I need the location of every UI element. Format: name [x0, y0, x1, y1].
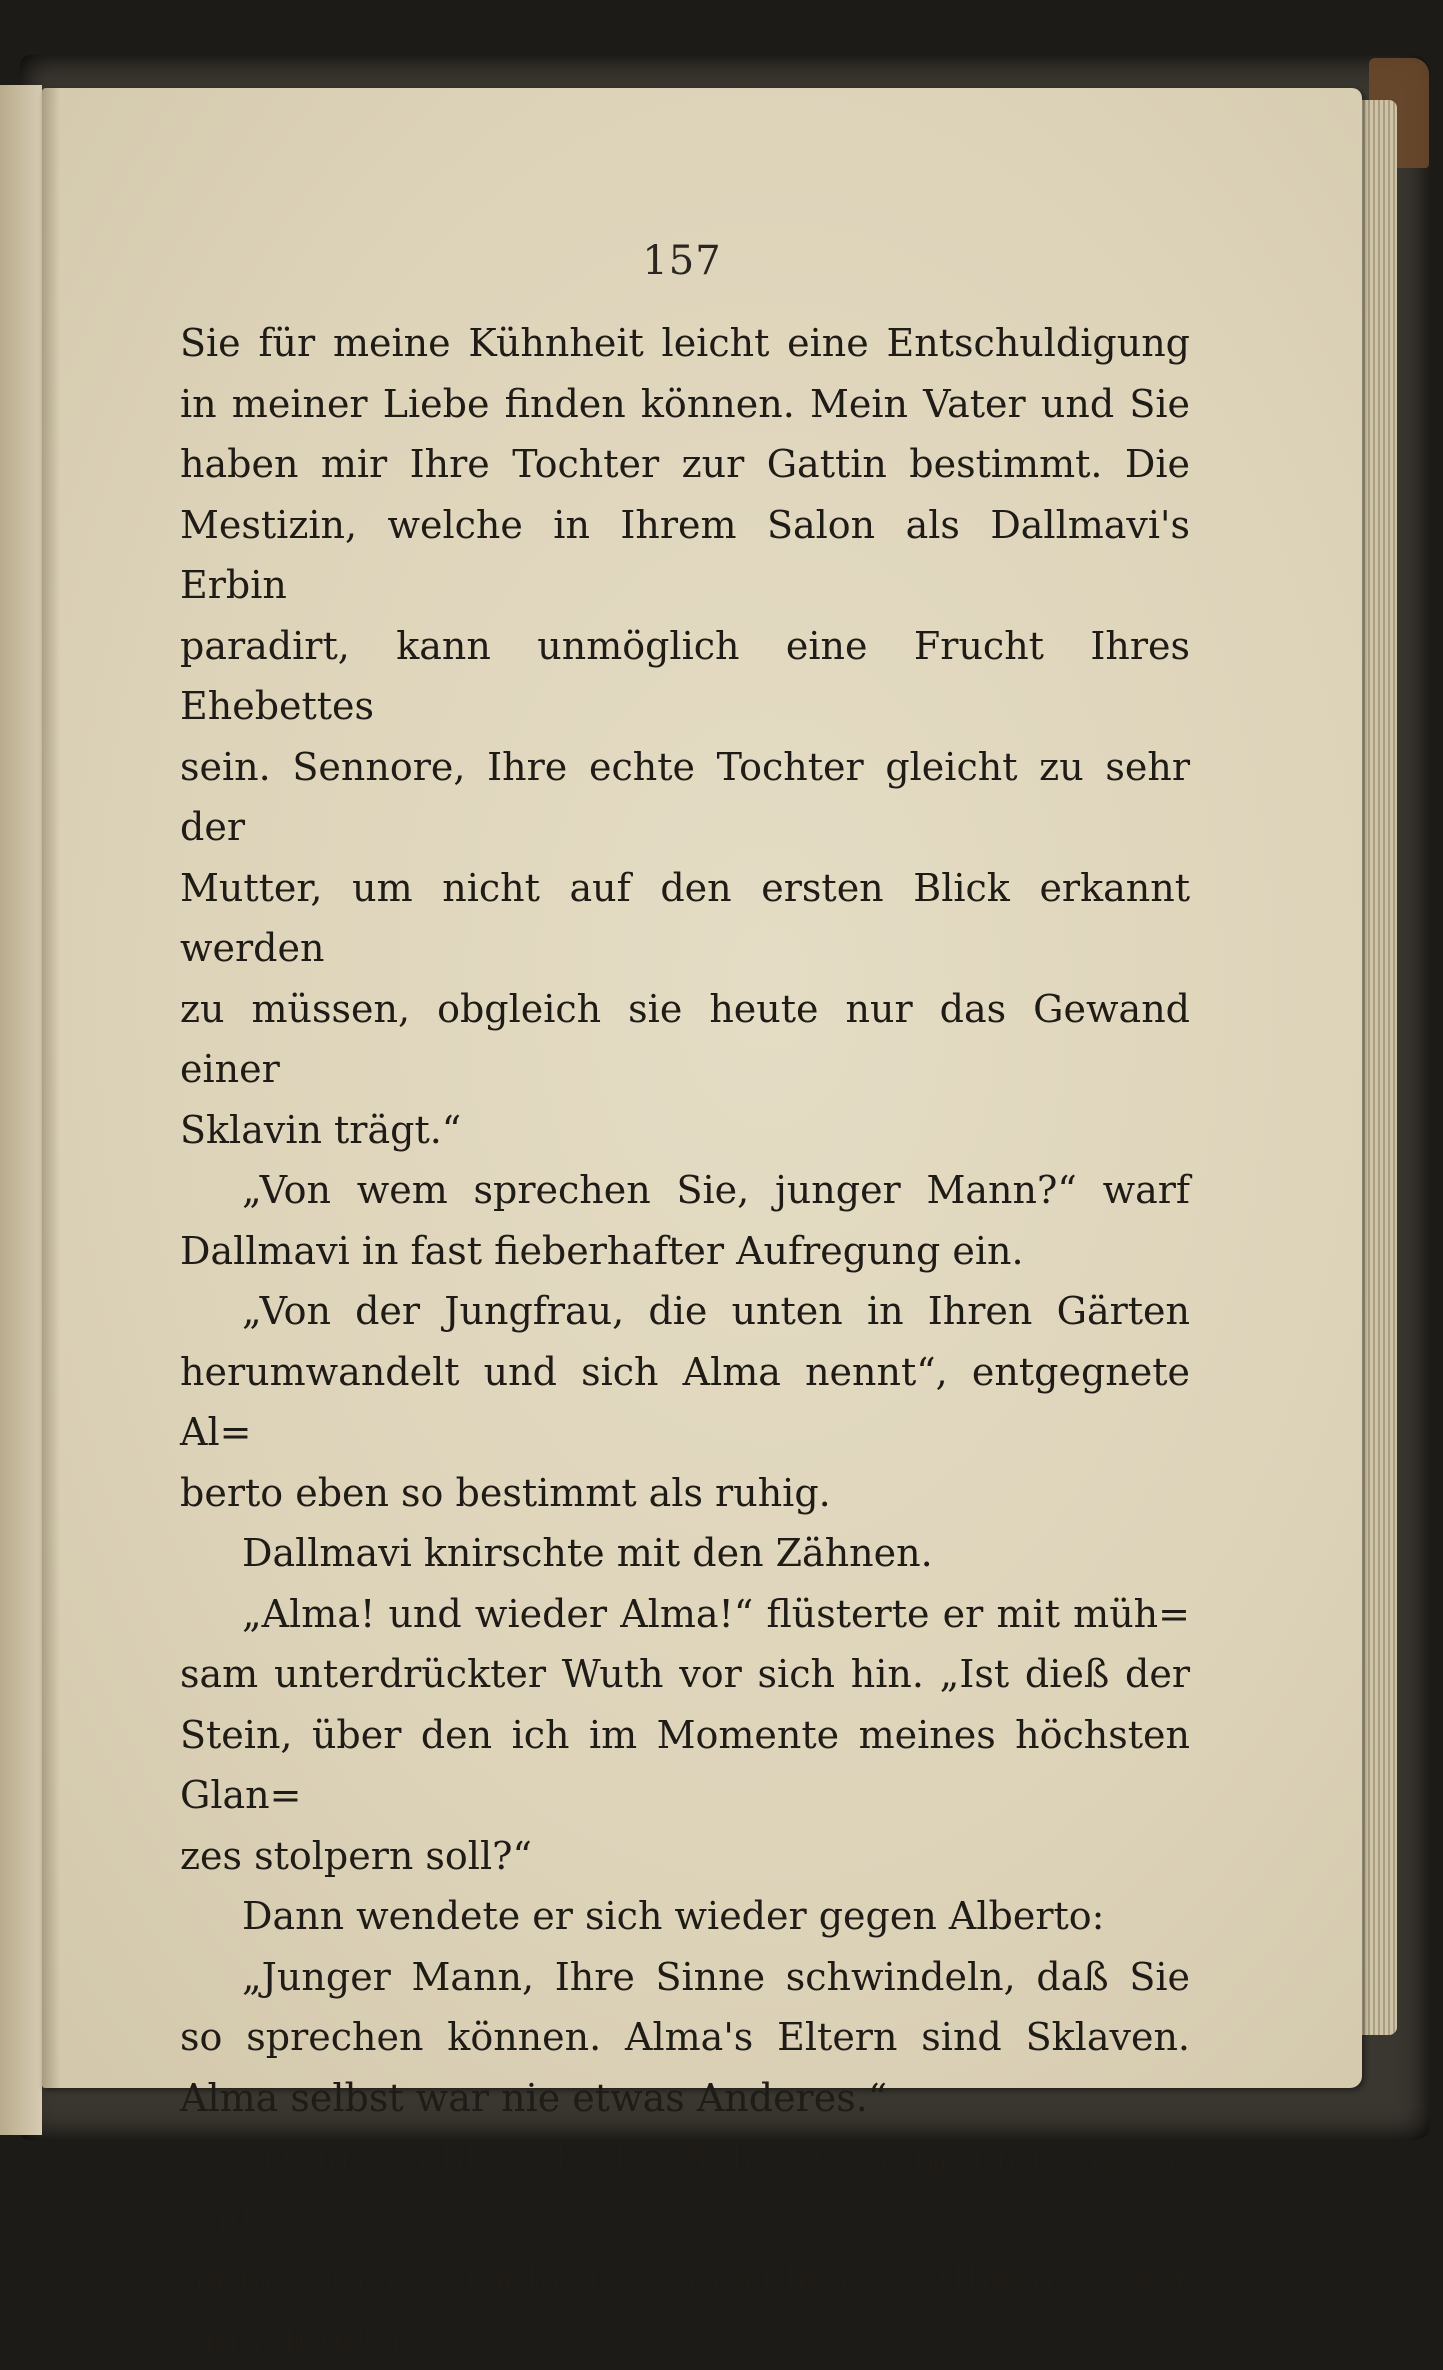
text-line: Stein, über den ich im Momente meines höchsten Glan= [180, 1712, 1190, 1817]
text-line: Sie für meine Kühnheit leicht eine Entschuldigung [180, 321, 1190, 365]
text-line: „Dann wähle ich die Sklavin zu meiner Gattin und [180, 2136, 1190, 2241]
text-line: „Alma! und wieder Alma!“ flüsterte er mit müh= [242, 1591, 1190, 1636]
text-line: zes stolpern soll?“ [180, 1833, 532, 1878]
text-line: „Von der Jungfrau, die unten in Ihren Gärten [242, 1289, 1190, 1333]
previous-page-edge [0, 85, 42, 2135]
text-line: berto eben so bestimmt als ruhig. [180, 1470, 831, 1515]
text-line: Dann wendete er sich wieder gegen Alberto: [242, 1894, 1105, 1938]
text-line: Dallmavi knirschte mit den Zähnen. [242, 1531, 933, 1575]
text-line: Sklavin trägt.“ [180, 1107, 462, 1152]
text-line: in meiner Liebe finden können. Mein Vater und Sie [180, 381, 1190, 426]
text-line: Dallmavi in fast fieberhafter Aufregung ein. [180, 1228, 1024, 1273]
text-line: paradirt, kann unmöglich eine Frucht Ihres Ehebettes [180, 623, 1190, 728]
book-page [42, 88, 1362, 2362]
text-line: sein. Sennore, Ihre echte Tochter gleicht zu sehr der [180, 744, 1190, 849]
body-text [180, 313, 1190, 2370]
page-number: 157 [642, 238, 722, 284]
page-gutter-shadow [42, 88, 60, 2088]
text-line: herumwandelt und sich Alma nennt“, entgegnete Al= [180, 1349, 1190, 1454]
text-line: Mestizin, welche in Ihrem Salon als Dallmavi's Erbin [180, 502, 1190, 607]
text-line: Mutter, um nicht auf den ersten Blick erkannt werden [180, 865, 1190, 970]
text-line: nicht Ihre Tochter“, erwiderte Alberto fest entschieden. [180, 2257, 1190, 2362]
text-line: haben mir Ihre Tochter zur Gattin bestimmt. Die [180, 442, 1190, 486]
text-line: zu müssen, obgleich sie heute nur das Gewand einer [180, 986, 1190, 1091]
text-line: „Von wem sprechen Sie, junger Mann?“ warf [242, 1168, 1190, 1212]
text-line: so sprechen können. Alma's Eltern sind Sklaven. [180, 2015, 1190, 2059]
text-line: sam unterdrückter Wuth vor sich hin. „Ist dieß der [180, 1652, 1190, 1696]
text-line: „Junger Mann, Ihre Sinne schwindeln, daß Sie [242, 1954, 1190, 1999]
text-line: Alma selbst war nie etwas Anderes.“ [180, 2075, 888, 2120]
